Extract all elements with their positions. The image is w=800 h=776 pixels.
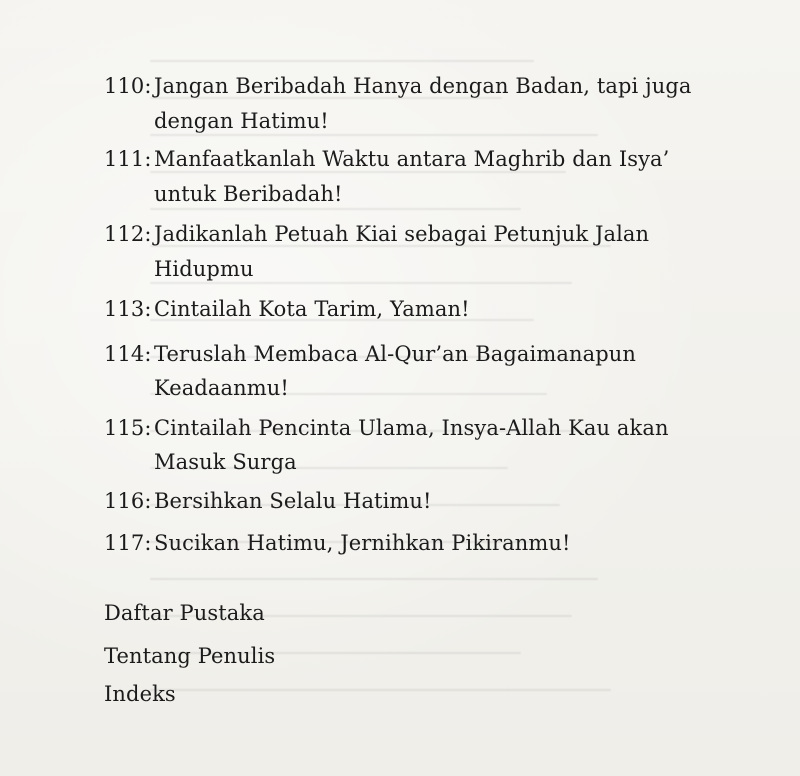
back-matter-title: Daftar Pustaka: [104, 601, 265, 625]
chapter-title-line-1: Cintailah Pencinta Ulama, Insya-Allah Kau akan: [154, 416, 669, 440]
chapter-title-line-1: Jangan Beribadah Hanya dengan Badan, tapi juga: [154, 74, 692, 98]
chapter-number: 110:: [104, 74, 152, 98]
chapter-number: 111:: [104, 147, 152, 171]
chapter-number: 114:: [104, 342, 152, 366]
chapter-title-line-2: Hidupmu: [154, 257, 254, 281]
chapter-title-line-1: Manfaatkanlah Waktu antara Maghrib dan Isya’: [154, 147, 670, 171]
chapter-title-line-1: Bersihkan Selalu Hatimu!: [154, 489, 432, 513]
chapter-number: 112:: [104, 222, 152, 246]
chapter-title-line-2: untuk Beribadah!: [154, 182, 343, 206]
chapter-title-line-2: Keadaanmu!: [154, 376, 289, 400]
back-matter-title: Indeks: [104, 682, 176, 706]
chapter-number: 115:: [104, 416, 152, 440]
chapter-number: 116:: [104, 489, 152, 513]
chapter-title-line-2: dengan Hatimu!: [154, 109, 329, 133]
chapter-title-line-2: Masuk Surga: [154, 450, 297, 474]
chapter-title-line-1: Teruslah Membaca Al-Qur’an Bagaimanapun: [154, 342, 636, 366]
chapter-title-line-1: Cintailah Kota Tarim, Yaman!: [154, 297, 470, 321]
chapter-title-line-1: Sucikan Hatimu, Jernihkan Pikiranmu!: [154, 531, 571, 555]
chapter-number: 113:: [104, 297, 152, 321]
back-matter-title: Tentang Penulis: [104, 644, 276, 668]
chapter-number: 117:: [104, 531, 152, 555]
chapter-title-line-1: Jadikanlah Petuah Kiai sebagai Petunjuk Jalan: [154, 222, 650, 246]
